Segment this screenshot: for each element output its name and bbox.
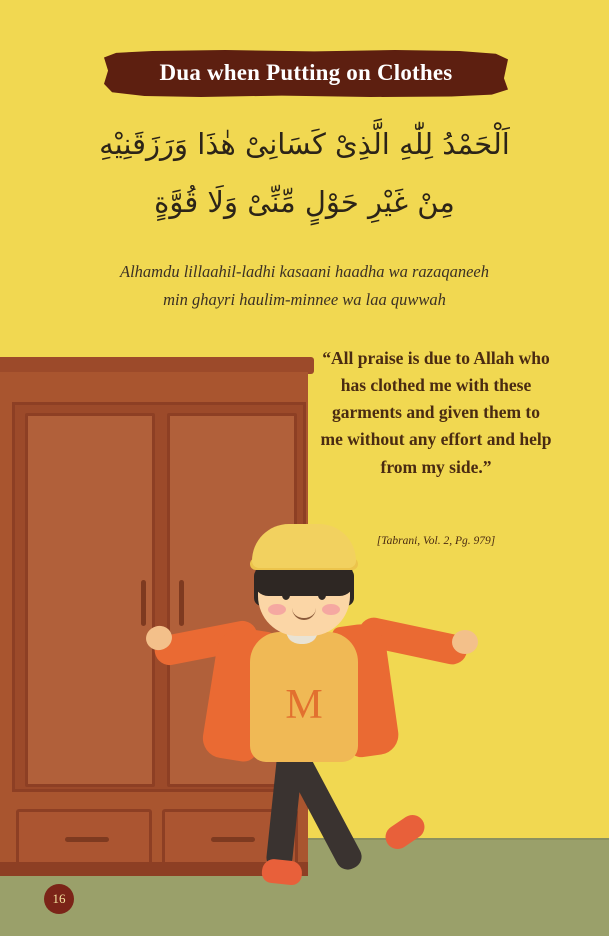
boy-eye-right <box>318 590 326 600</box>
boy-illustration <box>140 520 480 920</box>
page-number-badge: 16 <box>44 884 74 914</box>
boy-shirt-letter: M <box>285 682 323 728</box>
page-title: Dua when Putting on Clothes <box>159 59 453 85</box>
dua-translation: “All praise is due to Allah who has clothed me with these garments and given them to me without any effort and help from my side.” <box>320 348 552 477</box>
boy-cheek-left <box>268 604 286 615</box>
boy-eye-left <box>282 590 290 600</box>
boy-cap <box>252 524 356 568</box>
boy-hand-right <box>452 630 478 654</box>
boy-shoe-left <box>261 858 303 886</box>
dua-arabic-line-2: مِنْ غَيْرِ حَوْلٍ مِّنِّىْ وَلَا قُوَّةٍ <box>154 185 455 219</box>
dua-transliteration-line-2: min ghayri haulim-minnee wa laa quwwah <box>163 290 446 309</box>
drawer-handle-left <box>65 837 109 842</box>
boy-shoe-right <box>381 810 429 853</box>
wardrobe-drawer-left <box>16 809 152 869</box>
wardrobe-door-left <box>25 413 155 787</box>
boy-cheek-right <box>322 604 340 615</box>
dua-source-reference: [Tabrani, Vol. 2, Pg. 979] <box>376 535 496 547</box>
title-banner <box>104 50 508 97</box>
dua-transliteration-line-1: Alhamdu lillaahil-ladhi kasaani haadha wa razaqaneeh <box>120 262 489 281</box>
dua-arabic-line-1: اَلْحَمْدُ لِلّٰهِ الَّذِىْ كَسَانِىْ هٰذَا وَرَزَقَنِيْهِ <box>99 127 510 161</box>
